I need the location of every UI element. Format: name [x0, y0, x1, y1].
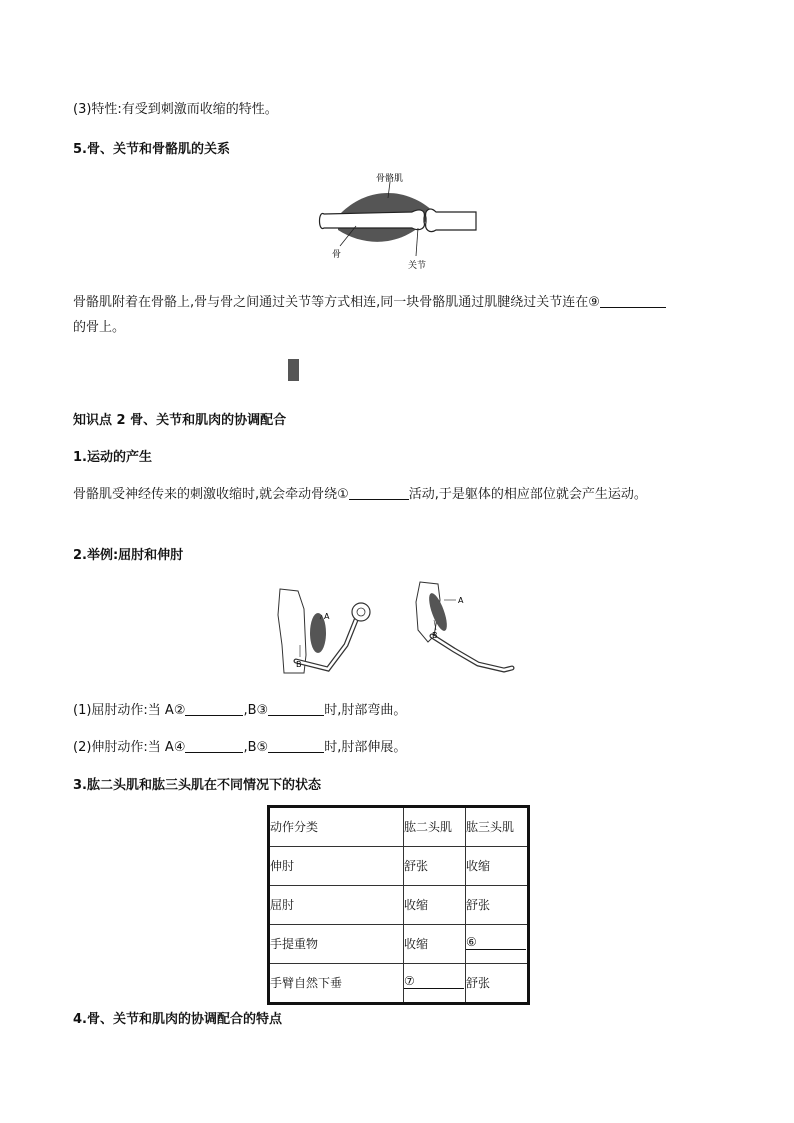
blank-4[interactable]	[185, 738, 243, 753]
table-header-cell: 肱二头肌	[404, 807, 466, 847]
flexion-question	[73, 699, 406, 718]
blank-2[interactable]	[185, 701, 243, 716]
extension-label-a: A	[458, 596, 464, 605]
muscle-state-heading: 3.肱二头肌和肱三头肌在不同情况下的状态	[73, 778, 321, 793]
muscle-label: 骨骼肌	[376, 174, 404, 184]
elbow-flexion-figure	[270, 585, 382, 677]
table-cell: 舒张	[466, 886, 529, 925]
table-header-row	[269, 807, 529, 847]
extension-label-b: B	[432, 631, 438, 640]
table-cell: 屈肘	[269, 886, 404, 925]
table-row	[269, 886, 529, 925]
joint-label: 关节	[408, 261, 427, 271]
extension-text-a: (2)伸肘动作:当 A④	[73, 740, 186, 755]
relationship-text-1: 骨骼肌附着在骨骼上,骨与骨之间通过关节等方式相连,同一块骨骼肌通过肌腱绕过关节连在⑨	[73, 295, 600, 310]
table-cell-blank-6[interactable]	[466, 925, 529, 964]
blank-1[interactable]	[349, 485, 409, 500]
flexion-text-a: (1)屈肘动作:当 A②	[73, 703, 186, 718]
example-heading: 2.举例:屈肘和伸肘	[73, 548, 184, 563]
table-cell: 收缩	[404, 886, 466, 925]
blank-6[interactable]: ⑥	[466, 935, 526, 950]
table-cell-blank-7[interactable]	[404, 964, 466, 1004]
flexion-label-b: B	[296, 660, 302, 669]
blank-9[interactable]	[600, 293, 666, 308]
muscle-state-table	[267, 805, 530, 1005]
left-bone-shape	[320, 210, 425, 230]
table-row	[269, 847, 529, 886]
elbow-extension-figure	[408, 580, 520, 680]
coordination-features-heading: 4.骨、关节和肌肉的协调配合的特点	[73, 1012, 282, 1027]
table-row	[269, 964, 529, 1004]
muscle-property-line: (3)特性:有受到刺激而收缩的特性。	[73, 102, 278, 117]
motion-generation-paragraph	[73, 483, 647, 502]
extension-question	[73, 736, 406, 755]
section-heading-bone-joint-muscle: 5.骨、关节和骨骼肌的关系	[73, 142, 230, 157]
table-cell: 手臂自然下垂	[269, 964, 404, 1004]
table-row	[269, 925, 529, 964]
table-cell: 舒张	[404, 847, 466, 886]
table-cell: 舒张	[466, 964, 529, 1004]
motion-text-2: 活动,于是躯体的相应部位就会产生运动。	[408, 487, 647, 502]
table-cell: 收缩	[466, 847, 529, 886]
table-cell: 伸肘	[269, 847, 404, 886]
blank-5[interactable]	[268, 738, 324, 753]
table-cell: 收缩	[404, 925, 466, 964]
blank-3[interactable]	[268, 701, 324, 716]
right-bone-shape	[426, 209, 476, 231]
flexion-text-b: ,B③	[243, 703, 269, 718]
relationship-paragraph-line1	[73, 291, 666, 310]
extension-text-b: ,B⑤	[243, 740, 269, 755]
table-header-cell: 肱三头肌	[466, 807, 529, 847]
extension-text-c: 时,肘部伸展。	[324, 740, 407, 755]
motion-text-1: 骨骼肌受神经传来的刺激收缩时,就会牵动骨绕①	[73, 487, 349, 502]
bone-joint-muscle-figure	[316, 170, 478, 272]
blank-7[interactable]: ⑦	[404, 974, 464, 989]
flexion-text-c: 时,肘部弯曲。	[324, 703, 407, 718]
bone-label: 骨	[332, 250, 342, 260]
flexion-label-a: A	[324, 612, 330, 621]
relationship-paragraph-line2: 的骨上。	[73, 320, 126, 335]
table-cell: 手提重物	[269, 925, 404, 964]
table-header-cell: 动作分类	[269, 807, 404, 847]
knowledge-point-2-heading: 知识点 2 骨、关节和肌肉的协调配合	[73, 413, 287, 428]
motion-generation-heading: 1.运动的产生	[73, 450, 152, 465]
page-marker	[288, 359, 299, 381]
